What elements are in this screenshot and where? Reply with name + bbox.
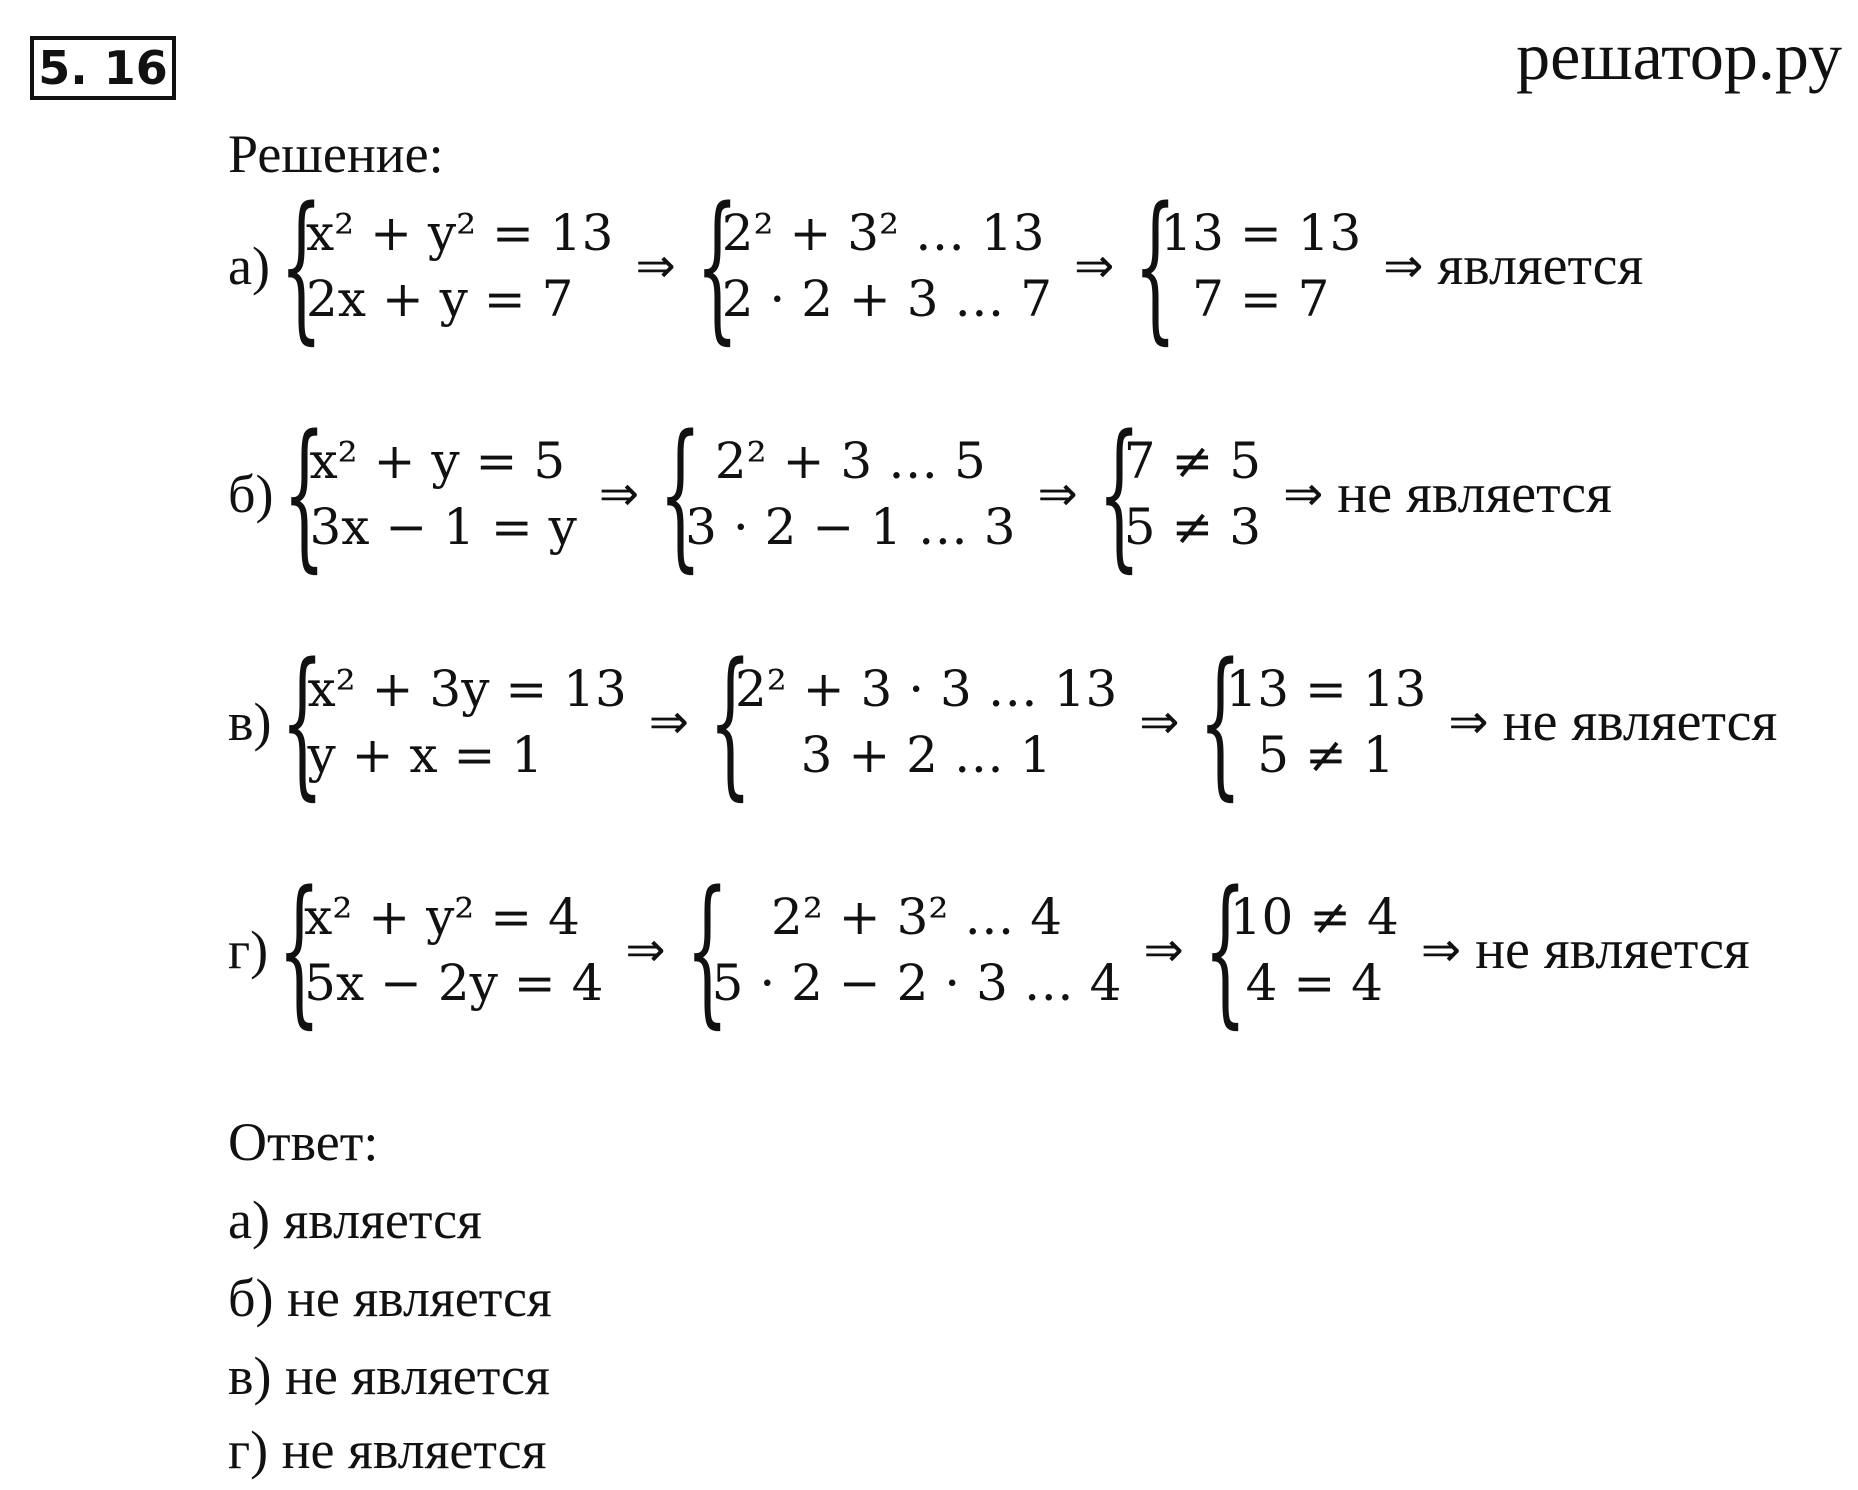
equation: x² + y² = 13 xyxy=(305,204,614,262)
implies-arrow: ⇒ xyxy=(625,922,666,978)
equation: 3 + 2 … 1 xyxy=(800,726,1052,784)
implies-arrow: ⇒ xyxy=(635,238,676,294)
equation: x² + y = 5 xyxy=(309,432,566,490)
part-c xyxy=(228,628,1778,815)
substituted-system xyxy=(712,884,1122,1016)
original-system xyxy=(309,428,576,560)
equation: 5 ≠ 3 xyxy=(1123,498,1262,556)
system-brace: { xyxy=(1134,172,1177,359)
check-system xyxy=(1124,428,1261,560)
solution-heading: Решение: xyxy=(228,124,444,184)
implies-arrow: ⇒ xyxy=(1037,466,1078,522)
answer-heading: Ответ: xyxy=(228,1112,379,1172)
system-brace: { xyxy=(1199,628,1243,815)
system-brace: { xyxy=(278,856,321,1043)
equation: 3x − 1 = y xyxy=(309,498,577,556)
site-name: решатор.ру xyxy=(1516,18,1842,94)
equation: 2² + 3² … 4 xyxy=(771,888,1063,946)
equation: 2² + 3 · 3 … 13 xyxy=(735,660,1118,718)
system-brace: { xyxy=(1097,400,1141,587)
equation: 2² + 3² … 13 xyxy=(721,204,1045,262)
check-system xyxy=(1225,656,1426,788)
equation: 5 · 2 − 2 · 3 … 4 xyxy=(711,954,1122,1012)
implies-arrow: ⇒ xyxy=(1283,466,1324,522)
system-brace: { xyxy=(279,172,323,359)
verdict: не является xyxy=(1337,463,1612,525)
equation: 2 · 2 + 3 … 7 xyxy=(721,270,1053,328)
implies-arrow: ⇒ xyxy=(1420,922,1462,978)
original-system xyxy=(306,200,614,332)
implies-arrow: ⇒ xyxy=(1448,694,1489,750)
implies-arrow: ⇒ xyxy=(1139,694,1180,750)
equation: 13 = 13 xyxy=(1160,204,1362,262)
part-a xyxy=(228,172,1644,359)
original-system xyxy=(304,884,603,1016)
implies-arrow: ⇒ xyxy=(1383,238,1424,294)
verdict: не является xyxy=(1475,919,1750,981)
substituted-system xyxy=(722,200,1052,332)
part-b xyxy=(228,400,1612,587)
system-brace: { xyxy=(1203,856,1247,1043)
equation: x² + 3y = 13 xyxy=(307,660,627,718)
equation: 2x + y = 7 xyxy=(305,270,574,328)
original-system xyxy=(307,656,626,788)
equation: x² + y² = 4 xyxy=(304,888,580,946)
equation: 7 ≠ 5 xyxy=(1123,432,1262,490)
implies-arrow: ⇒ xyxy=(1143,922,1184,978)
verdict: не является xyxy=(1502,691,1778,753)
equation: 3 · 2 − 1 … 3 xyxy=(685,498,1016,556)
part-d xyxy=(228,856,1750,1043)
part-label: б) xyxy=(228,464,274,524)
system-brace: { xyxy=(283,400,327,587)
problem-number-badge: 5. 16 xyxy=(30,36,176,100)
equation: 5x − 2y = 4 xyxy=(304,954,604,1012)
equation: 7 = 7 xyxy=(1192,270,1330,328)
implies-arrow: ⇒ xyxy=(598,466,640,522)
equation: 4 = 4 xyxy=(1245,954,1383,1012)
system-brace: { xyxy=(708,628,752,815)
check-system xyxy=(1230,884,1399,1016)
system-brace: { xyxy=(685,856,729,1043)
equation: 5 ≠ 1 xyxy=(1257,726,1395,784)
equation: 2² + 3 … 5 xyxy=(714,432,986,490)
answer-line: в) не является xyxy=(228,1346,550,1406)
substituted-system xyxy=(735,656,1117,788)
part-label: г) xyxy=(228,920,269,980)
implies-arrow: ⇒ xyxy=(1074,238,1115,294)
substituted-system xyxy=(685,428,1015,560)
equation: 10 ≠ 4 xyxy=(1229,888,1399,946)
part-label: в) xyxy=(228,692,272,752)
system-brace: { xyxy=(695,172,739,359)
check-system xyxy=(1160,200,1361,332)
answer-line: г) не является xyxy=(228,1420,547,1480)
part-label: а) xyxy=(228,236,270,296)
verdict: является xyxy=(1437,235,1644,297)
answer-line: б) не является xyxy=(228,1268,552,1328)
equation: y + x = 1 xyxy=(307,726,544,784)
equation: 13 = 13 xyxy=(1225,660,1427,718)
implies-arrow: ⇒ xyxy=(648,694,689,750)
answer-line: а) является xyxy=(228,1190,482,1250)
system-brace: { xyxy=(281,628,325,815)
system-brace: { xyxy=(658,400,702,587)
